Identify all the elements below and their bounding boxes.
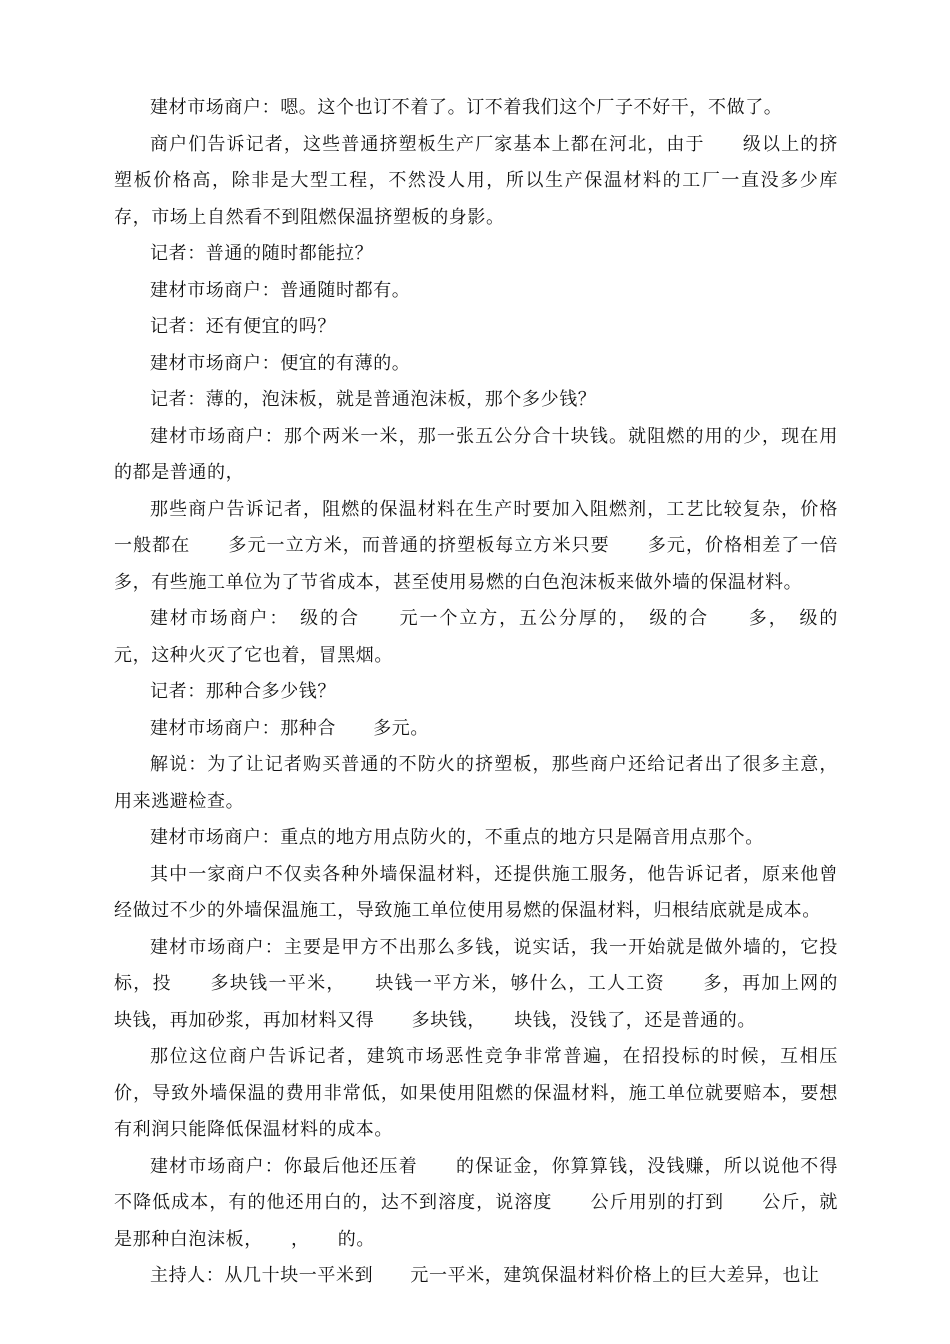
paragraph: 建材市场商户：那个两米一米，那一张五公分合十块钱。就阻燃的用的少，现在用的都是普通的， [114,425,838,483]
paragraph: 建材市场商户：便宜的有薄的。 [150,352,411,374]
paragraph: 记者：那种合多少钱？ [150,681,336,702]
paragraph: 其中一家商户不仅卖各种外墙保温材料，还提供施工服务，他告诉记者，原来他曾经做过不少的外墙保温施工，导致施工单位使用易燃的保温材料，归根结底就是成本。 [114,863,838,921]
paragraph: 建材市场商户：重点的地方用点防火的，不重点的地方只是隔音用点那个。 [150,827,764,848]
document-body [114,90,876,1295]
paragraph: 建材市场商户： 级的合 元一个立方，五公分厚的， 级的合 多， 级的 元，这种火灭了它也着，冒黑烟。 [114,608,876,666]
paragraph: 建材市场商户：主要是甲方不出那么多钱，说实话，我一开始就是做外墙的，它投标，投 多块钱一平米， 块钱一平方米，够什么，工人工资 多，再加上网的 块钱，再加砂浆，再加材料又得 多块钱， 块钱，没钱了，还是普通的。 [114,936,876,1031]
paragraph: 主持人：从几十块一平米到 元一平米，建筑保温材料价格上的巨大差异，也让 [150,1265,820,1286]
paragraph: 商户们告诉记者，这些普通挤塑板生产厂家基本上都在河北，由于 级以上的挤塑板价格高，除非是大型工程，不然没人用，所以生产保温材料的工厂一直没多少库存，市场上自然看不到阻燃保温挤塑板的身影。 [114,133,838,228]
paragraph: 那些商户告诉记者，阻燃的保温材料在生产时要加入阻燃剂，工艺比较复杂，价格一般都在 多元一立方米，而普通的挤塑板每立方米只要 多元，价格相差了一倍多，有些施工单位为了节省成本，甚至使用易燃的白色泡沫板来做外墙的保温材料。 [114,498,838,593]
paragraph: 建材市场商户：你最后他还压着 的保证金，你算算钱，没钱赚，所以说他不得不降低成本，有的他还用白的，达不到溶度，说溶度 公斤用别的打到 公斤，就是那种白泡沫板， ， 的。 [114,1155,838,1250]
paragraph: 建材市场商户：那种合 多元。 [150,717,429,739]
paragraph: 记者：还有便宜的吗？ [150,316,336,337]
paragraph: 记者：薄的，泡沫板，就是普通泡沫板，那个多少钱？ [150,389,597,410]
paragraph: 那位这位商户告诉记者，建筑市场恶性竞争非常普遍，在招投标的时候，互相压价，导致外墙保温的费用非常低，如果使用阻燃的保温材料，施工单位就要赔本，要想有利润只能降低保温材料的成本。 [114,1046,838,1140]
paragraph: 解说：为了让记者购买普通的不防火的挤塑板，那些商户还给记者出了很多主意，用来逃避检查。 [114,754,838,812]
paragraph: 建材市场商户：嗯。这个也订不着了。订不着我们这个厂子不好干，不做了。 [150,97,783,118]
paragraph: 记者：普通的随时都能拉？ [150,243,374,264]
paragraph: 建材市场商户：普通随时都有。 [150,279,411,301]
